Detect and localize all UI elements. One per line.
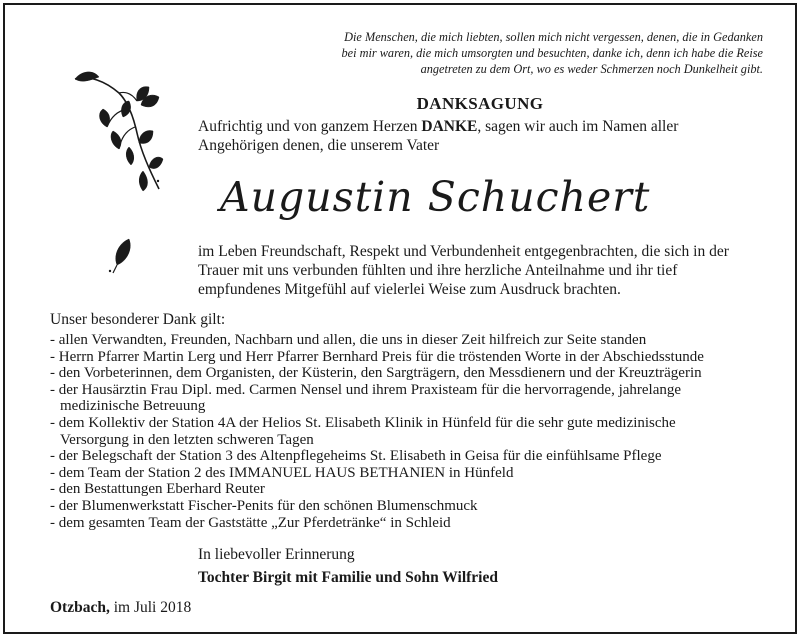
list-item: - der Belegschaft der Station 3 des Altenpflegeheims St. Elisabeth in Geisa für die einfühlsame Pflege: [50, 448, 662, 465]
obituary-notice: [3, 3, 797, 634]
thanks-text: [198, 242, 768, 299]
place: Otzbach,: [50, 599, 110, 616]
special-thanks-title: Unser besonderer Dank gilt:: [50, 311, 226, 328]
list-item: - Herrn Pfarrer Martin Lerg und Herr Pfarrer Bernhard Preis für die tröstenden Worte in der Abschiedsstunde: [50, 348, 704, 365]
leaf-icon: [107, 235, 137, 280]
list-item: - der Hausärztin Frau Dipl. med. Carmen Nensel und ihrem Praxisteam für die hervorragende, jahrelange: [50, 381, 682, 398]
poem-line: angetreten zu dem Ort, wo es weder Schmerzen noch Dunkelheit gibt.: [420, 62, 763, 76]
intro-line1-start: Aufrichtig und von ganzem Herzen: [198, 118, 422, 135]
list-item: - dem Team der Station 2 des IMMANUEL HAUS BETHANIEN in Hünfeld: [50, 464, 514, 481]
poem-line: bei mir waren, die mich umsorgten und besuchten, danke ich, denn ich habe die Reise: [341, 46, 763, 60]
thanks-line: Trauer mit uns verbunden fühlten und ihre herzliche Anteilnahme und ihr tief: [198, 262, 678, 279]
list-item-continuation: Versorgung in den letzten schweren Tagen: [60, 431, 314, 448]
list-item: - den Bestattungen Eberhard Reuter: [50, 481, 265, 498]
thanks-line: im Leben Freundschaft, Respekt und Verbundenheit entgegenbrachten, die sich in der: [198, 243, 729, 260]
intro-line1-end: , sagen wir auch im Namen aller: [477, 118, 679, 135]
thanks-line: empfundenes Mitgefühl auf vielerlei Weise zum Ausdruck brachten.: [198, 281, 621, 298]
list-item: - der Blumenwerkstatt Fischer-Penits für den schönen Blumenschmuck: [50, 497, 478, 514]
birch-branch-icon: [67, 69, 177, 199]
signatories: Tochter Birgit mit Familie und Sohn Wilfried: [198, 569, 498, 586]
closing-memory: In liebevoller Erinnerung: [198, 546, 355, 563]
deceased-name: Augustin Schuchert: [220, 173, 651, 221]
date: im Juli 2018: [109, 599, 192, 616]
intro-text: [198, 117, 758, 155]
memorial-poem: [273, 29, 763, 77]
intro-line: Angehörigen denen, die unserem Vater: [198, 137, 440, 154]
list-item: - allen Verwandten, Freunden, Nachbarn und allen, die uns in dieser Zeit hilfreich zur Seite standen: [50, 332, 647, 348]
list-item: - dem gesamten Team der Gaststätte „Zur Pferdetränke“ in Schleid: [50, 514, 451, 531]
list-item: - den Vorbeterinnen, dem Organisten, der Küsterin, den Sargträgern, den Messdienern und der Kreuzträgerin: [50, 365, 702, 382]
intro-emphasis: DANKE: [421, 118, 478, 135]
special-thanks-list: [50, 332, 770, 531]
notice-heading: DANKSAGUNG: [416, 94, 544, 113]
list-item-continuation: medizinische Betreuung: [60, 398, 206, 415]
place-date: [50, 599, 191, 617]
list-item: - dem Kollektiv der Station 4A der Helios St. Elisabeth Klinik in Hünfeld für die sehr gute medizinische: [50, 414, 676, 431]
poem-line: Die Menschen, die mich liebten, sollen mich nicht vergessen, denen, die in Gedanken: [344, 30, 763, 44]
intro-line: [198, 117, 758, 136]
